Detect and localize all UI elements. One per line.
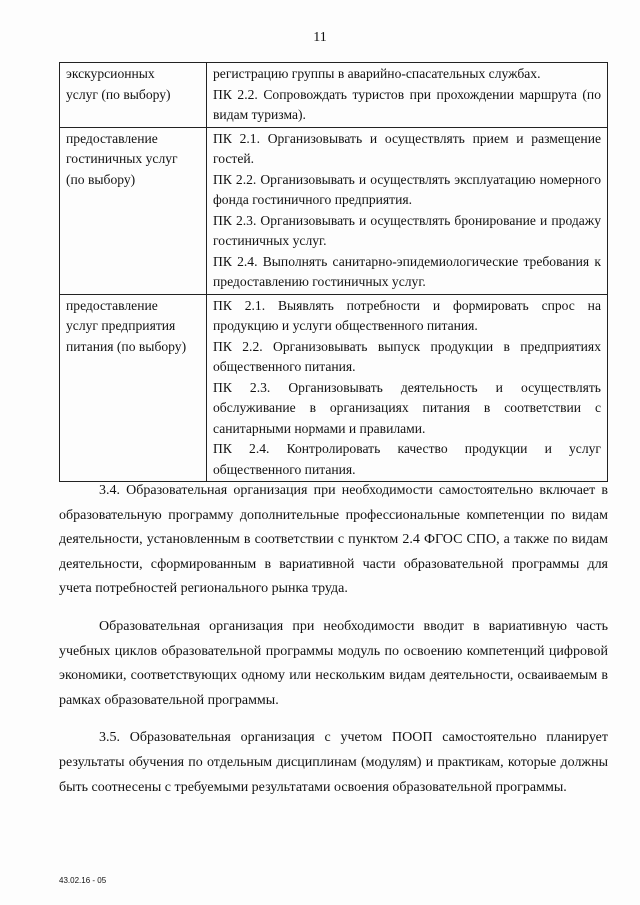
competencies-cell — [207, 127, 608, 294]
competency-table — [59, 62, 608, 482]
competency-item: ПК 2.2. Организовывать выпуск продукции в предприятиях общественного питания. — [213, 338, 601, 374]
paragraph-3-4: 3.4. Образовательная организация при необходимости самостоятельно включает в образовательную программу дополнительные профессиональные компетенции по видам деятельности, установленным в соответствии с пунктом 2.4 ФГОС СПО, а также по видам деятельности, сформированным в вариативной части образовательной программы для учета потребностей регионального рынка труда. — [59, 483, 608, 597]
competency-item: ПК 2.1. Выявлять потребности и формировать спрос на продукцию и услуги общественного питания. — [213, 297, 601, 333]
competency-item: регистрацию группы в аварийно-спасательных службах. — [213, 66, 541, 81]
table-row — [60, 63, 608, 128]
activity-line: услуг предприятия — [66, 318, 176, 333]
competency-item: ПК 2.2. Сопровождать туристов при прохождении маршрута (по видам туризма). — [213, 86, 601, 122]
body-text — [59, 479, 608, 813]
table-row — [60, 127, 608, 294]
footer-code: 43.02.16 - 05 — [59, 876, 107, 885]
activity-line: предоставление — [66, 130, 158, 146]
activity-cell — [60, 294, 207, 482]
activity-line: предоставление — [66, 297, 158, 313]
activity-line: (по выбору) — [66, 171, 136, 187]
paragraph-3-5: 3.5. Образовательная организация с учетом ПООП самостоятельно планирует результаты обучения по отдельным дисциплинам (модулям) и практикам, которые должны быть соотнесены с требуемыми результатами освоения образовательной программы. — [59, 730, 608, 795]
competency-item: ПК 2.1. Организовывать и осуществлять прием и размещение гостей. — [213, 130, 601, 166]
page-number: 11 — [313, 30, 327, 45]
competency-item: ПК 2.4. Выполнять санитарно-эпидемиологические требования к предоставлению гостиничных услуг. — [213, 253, 601, 289]
paragraph-digital-economy: Образовательная организация при необходимости вводит в вариативную часть учебных циклов образовательной программы модуль по освоению компетенций цифровой экономики, соответствующих одному или нескольким видам деятельности, осваиваемым в рамках образовательной программы. — [59, 618, 608, 708]
activity-line: питания (по выбору) — [66, 338, 187, 354]
activity-line: экскурсионных — [66, 66, 155, 81]
competencies-cell — [207, 63, 608, 128]
competencies-cell — [207, 294, 608, 482]
activity-line: услуг (по выбору) — [66, 86, 171, 102]
competency-item: ПК 2.4. Контролировать качество продукции и услуг общественного питания. — [213, 441, 601, 477]
competency-item: ПК 2.3. Организовывать и осуществлять бронирование и продажу гостиничных услуг. — [213, 212, 601, 248]
competency-table-body — [60, 63, 608, 482]
competency-item: ПК 2.2. Организовывать и осуществлять эксплуатацию номерного фонда гостиничного предприятия. — [213, 171, 601, 207]
table-row — [60, 294, 608, 482]
competency-item: ПК 2.3. Организовывать деятельность и осуществлять обслуживание в организациях питания в соответствии с санитарными нормами и правилами. — [213, 379, 601, 436]
activity-line: гостиничных услуг — [66, 151, 178, 166]
activity-cell — [60, 127, 207, 294]
activity-cell — [60, 63, 207, 128]
